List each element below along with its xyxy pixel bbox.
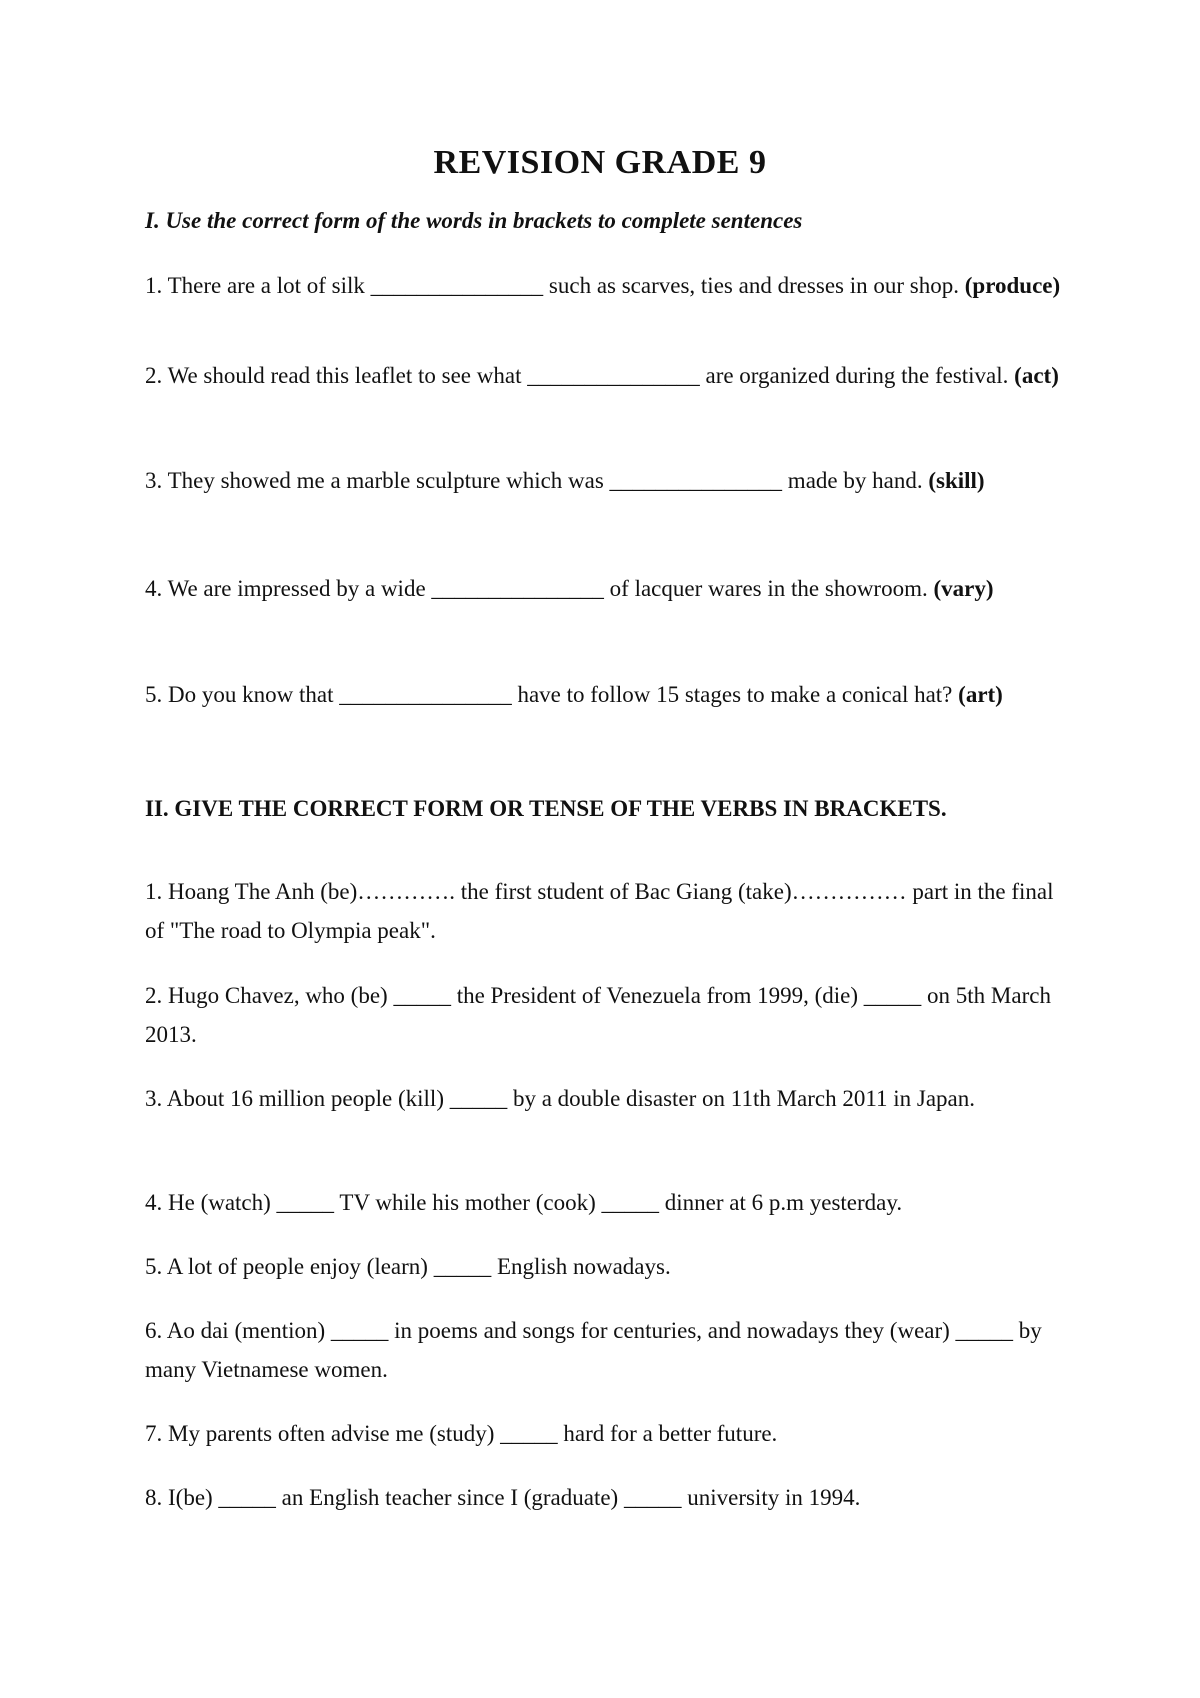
page-title: REVISION GRADE 9 bbox=[433, 144, 767, 181]
section-1-item-1 bbox=[145, 264, 1065, 308]
item-text: 5. Do you know that _______________ have to follow 15 stages to make a conical hat? bbox=[145, 682, 959, 707]
item-text: 2. We should read this leaflet to see what _______________ are organized during the festival. bbox=[145, 363, 1015, 388]
section-1-heading: I. Use the correct form of the words in brackets to complete sentences bbox=[145, 208, 803, 233]
section-2-item-7: 7. My parents often advise me (study) _____ hard for a better future. bbox=[145, 1421, 778, 1446]
section-1-item-3 bbox=[145, 459, 1065, 503]
item-text: 4. We are impressed by a wide _______________ of lacquer wares in the showroom. bbox=[145, 576, 934, 601]
section-1-item-5 bbox=[145, 673, 1065, 717]
section-2-item-4: 4. He (watch) _____ TV while his mother (cook) _____ dinner at 6 p.m yesterday. bbox=[145, 1190, 903, 1215]
section-2-item-3: 3. About 16 million people (kill) _____ by a double disaster on 11th March 2011 in Japan. bbox=[145, 1086, 976, 1111]
item-hint: (vary) bbox=[933, 576, 994, 601]
section-1-item-2 bbox=[145, 354, 1065, 398]
section-2-heading: II. GIVE THE CORRECT FORM OR TENSE OF THE VERBS IN BRACKETS. bbox=[145, 796, 947, 821]
section-2-item-6: 6. Ao dai (mention) _____ in poems and songs for centuries, and nowadays they (wear) _____ by many Vietnamese women. bbox=[145, 1318, 1042, 1382]
item-text: 3. They showed me a marble sculpture which was _______________ made by hand. bbox=[145, 468, 929, 493]
item-hint: (skill) bbox=[928, 468, 985, 493]
section-2-item-1: 1. Hoang The Anh (be)…………. the first student of Bac Giang (take)…………… part in the final of "The road to Olympia peak". bbox=[145, 879, 1054, 943]
section-2-item-2: 2. Hugo Chavez, who (be) _____ the President of Venezuela from 1999, (die) _____ on 5th March 2013. bbox=[145, 983, 1051, 1047]
item-hint: (produce) bbox=[964, 273, 1061, 298]
section-2-item-5: 5. A lot of people enjoy (learn) _____ English nowadays. bbox=[145, 1254, 671, 1279]
item-hint: (act) bbox=[1014, 363, 1059, 388]
item-text: 1. There are a lot of silk _______________ such as scarves, ties and dresses in our shop. bbox=[145, 273, 965, 298]
section-2-item-8: 8. I(be) _____ an English teacher since I (graduate) _____ university in 1994. bbox=[145, 1485, 861, 1510]
item-hint: (art) bbox=[958, 682, 1003, 707]
section-1-item-4 bbox=[145, 567, 1065, 611]
